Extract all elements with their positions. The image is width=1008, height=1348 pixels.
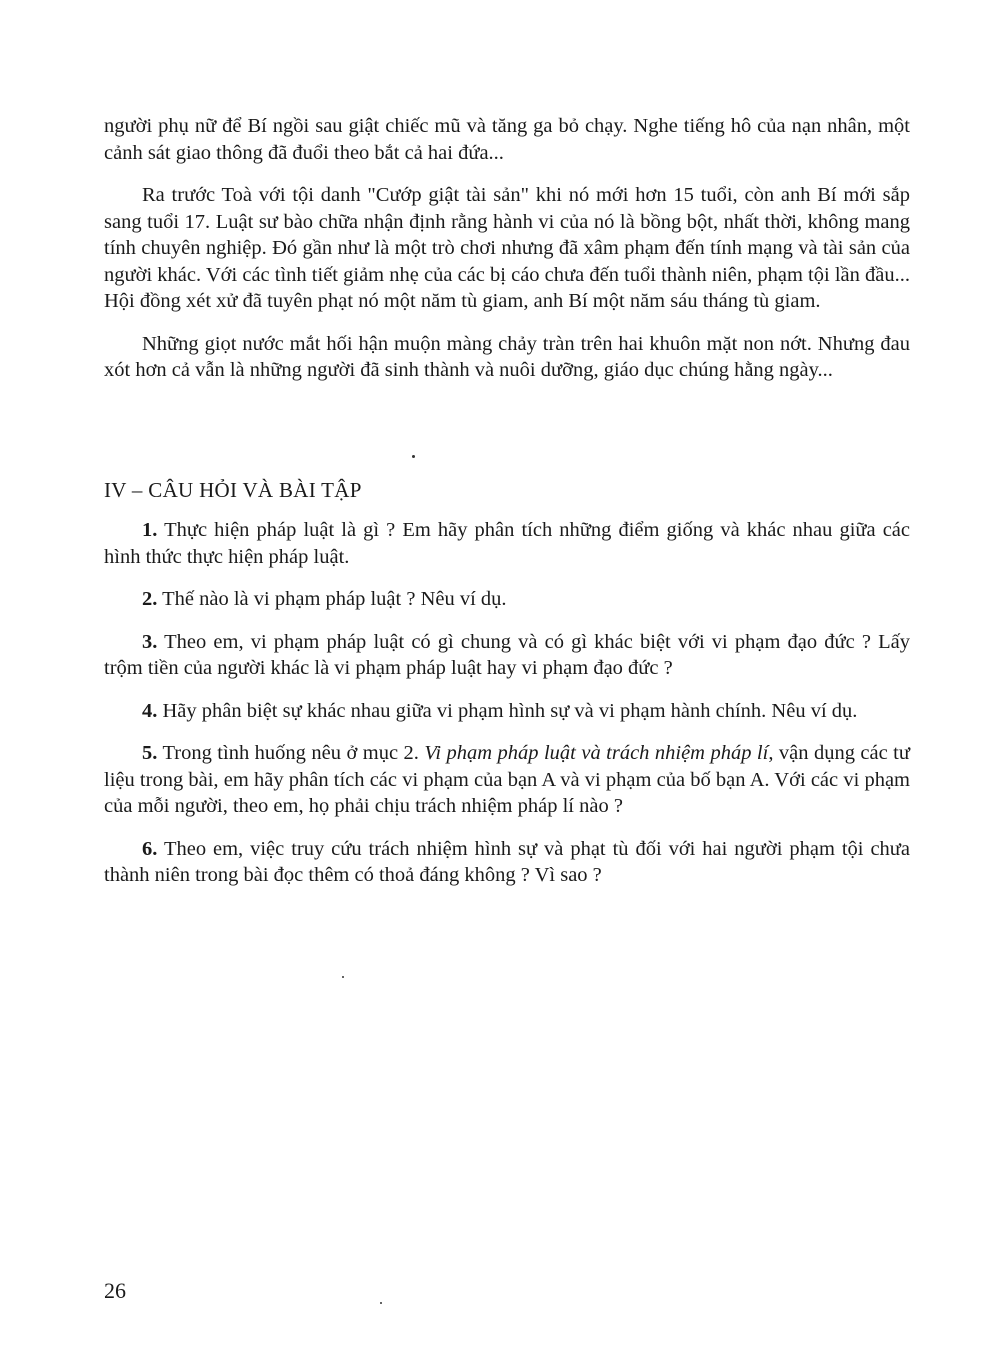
- question-number: 6.: [142, 837, 158, 860]
- question-3: [104, 629, 910, 682]
- question-5: [104, 740, 910, 820]
- question-number: 5.: [142, 742, 158, 764]
- section-reference: Vi phạm pháp luật và trách nhiệm pháp lí: [424, 742, 769, 764]
- story-paragraph-1: người phụ nữ để Bí ngồi sau giật chiếc mũ và tăng ga bỏ chạy. Nghe tiếng hô của nạn nhân, một cảnh sát giao thông đã đuổi theo bắt cả hai đứa...: [104, 115, 910, 164]
- page-number: 26: [104, 1278, 126, 1303]
- scan-speck: [412, 455, 415, 458]
- question-number: 4.: [142, 699, 158, 722]
- question-text: Thực hiện pháp luật là gì ? Em hãy phân tích những điểm giống và khác nhau giữa các hình thức thực hiện pháp luật.: [104, 519, 910, 568]
- question-text-continued: , vận dụng các tư liệu trong bài, em hãy phân tích các vi phạm của bạn A và vi phạm của bố bạn A. Với các vi phạm của mỗi người, theo em, họ phải chịu trách nhiệm pháp lí nào ?: [104, 742, 910, 817]
- story-paragraph-3: Những giọt nước mắt hối hận muộn màng chảy tràn trên hai khuôn mặt non nớt. Nhưng đau xót hơn cả vẫn là những người đã sinh thành và nuôi dưỡng, giáo dục chúng hằng ngày...: [104, 332, 910, 381]
- question-text: Hãy phân biệt sự khác nhau giữa vi phạm hình sự và vi phạm hành chính. Nêu ví dụ.: [157, 699, 858, 722]
- question-6: [104, 836, 910, 889]
- question-text: Theo em, vi phạm pháp luật có gì chung và có gì khác biệt với vi phạm đạo đức ? Lấy trộm tiền của người khác là vi phạm pháp luật hay vi phạm đạo đức ?: [104, 630, 910, 679]
- question-text: Theo em, việc truy cứu trách nhiệm hình sự và phạt tù đối với hai người phạm tội chưa thành niên trong bài đọc thêm có thoả đáng không ? Vì sao ?: [104, 837, 910, 886]
- question-number: 2.: [142, 588, 158, 610]
- reading-passage: [104, 113, 910, 384]
- scan-speck: [342, 976, 344, 978]
- story-paragraph-2: Ra trước Toà với tội danh "Cướp giật tài sản" khi nó mới hơn 15 tuổi, còn anh Bí mới sắp sang tuổi 17. Luật sư bào chữa nhận định rằng hành vi của nó là bồng bột, nhất thời, không mang tính chuyên nghiệp. Đó gần như là một trò chơi nhưng đã xâm phạm đến tính mạng và tài sản của người khác. Với các tình tiết giảm nhẹ của các bị cáo chưa đến tuổi thành niên, phạm tội lần đầu... Hội đồng xét xử đã tuyên phạt nó một năm tù giam, anh Bí một năm sáu tháng tù giam.: [104, 184, 910, 312]
- question-list: [104, 517, 910, 889]
- question-text: Thế nào là vi phạm pháp luật ? Nêu ví dụ.: [157, 588, 507, 610]
- question-4: [104, 698, 910, 725]
- question-2: [104, 586, 910, 613]
- question-number: 1.: [142, 519, 158, 541]
- question-1: [104, 517, 910, 570]
- section-heading: IV – CÂU HỎI VÀ BÀI TẬP: [104, 478, 362, 502]
- question-text: Trong tình huống nêu ở mục 2.: [157, 742, 425, 764]
- scan-speck: [380, 1302, 382, 1304]
- question-number: 3.: [142, 630, 158, 653]
